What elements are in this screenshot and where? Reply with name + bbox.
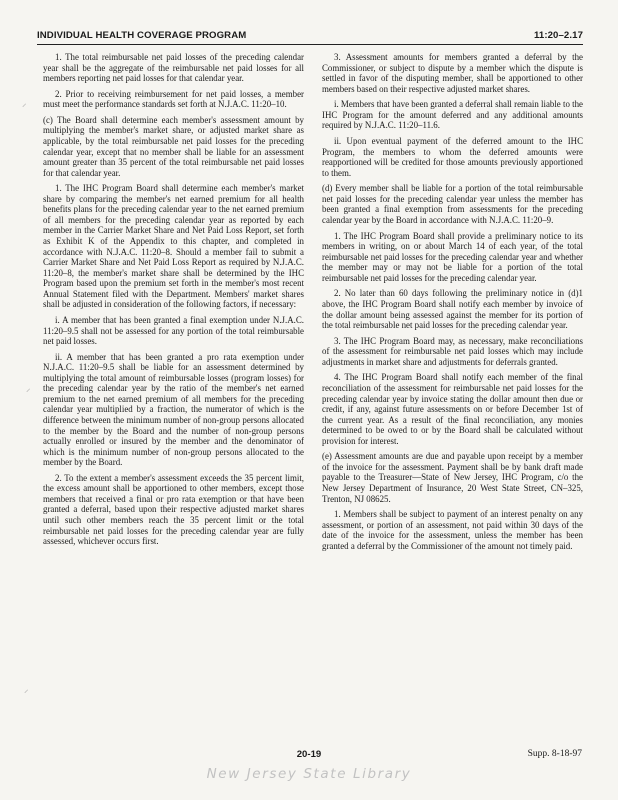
paragraph-c: (c) The Board shall determine each member's assessment amount by multiplying the member's market share, or adjusted market share as applicable, by the total reimbursable net paid losses for the preceding calendar year, except that no member shall be liable for an assessment amount greater than 35 percent of the total reimbursable net paid losses for that calendar year.: [43, 114, 304, 178]
paragraph-c1: 1. The IHC Program Board shall determine each member's market share by comparing the member's net earned premium for all health benefits plans for the preceding calendar year to the net earned premium of all members for the preceding calendar year as reported by each member in the Carrier Market Share and Net Paid Loss Report, set forth as Exhibit K of the Appendix to this chapter, and completed in accordance with N.J.A.C. 11:20–8. Should a member fail to submit a Carrier Market Share and Net Paid Loss Report as required by N.J.A.C. 11:20–8, the member's market share shall be determined by the IHC Program based upon the premium set forth in the member's most recent Annual Statement filed with the Department. Members' market shares shall be adjusted in consideration of the following factors, if necessary:: [43, 183, 304, 310]
header-section-number: 11:20–2.17: [533, 30, 583, 41]
paragraph-c1-ii: ii. A member that has been granted a pro rata exemption under N.J.A.C. 11:20–9.5 shall be liable for an assessment determined by multiplying the total amount of reimbursable losses (program losses) for the preceding calendar year by the ratio of the member's net earned premium to the net earned premium of all members for the preceding calendar year multiplied by a fraction, the numerator of which is the difference between the minimum number of non-group persons allocated to the member by the Board and the number of non-group persons actually enrolled or insured by the member and the denominator of which is the minimum number of non-group persons allocated to the member by the Board.: [43, 351, 304, 468]
header-rule: [37, 44, 583, 45]
running-header: [37, 30, 583, 42]
margin-tick-mark: ⸍: [24, 688, 29, 698]
page-number: 20-19: [296, 749, 322, 760]
paragraph-c3-i: i. Members that have been granted a deferral shall remain liable to the IHC Program for the amount deferred and any additional amounts required by N.J.A.C. 11:20–11.6.: [322, 99, 583, 131]
library-stamp: New Jersey State Library: [206, 766, 412, 782]
paragraph-c1-i: i. A member that has been granted a final exemption under N.J.A.C. 11:20–9.5 shall not be assessed for any portion of the total reimbursable net paid losses.: [43, 314, 304, 347]
paragraph-d: (d) Every member shall be liable for a portion of the total reimbursable net paid losses for the preceding calendar year unless the member has been granted a final exemption from assessments for the preceding calendar year by the Board in accordance with N.J.A.C. 11:20–9.: [322, 183, 583, 225]
paragraph-d2: 2. No later than 60 days following the preliminary notice in (d)1 above, the IHC Program Board shall notify each member by invoice of the dollar amount being assessed against the member for its portion of the total reimbursable net paid losses for the preceding calendar year.: [322, 288, 583, 331]
paragraph-c3: 3. Assessment amounts for members granted a deferral by the Commissioner, or subject to dispute by a member which the dispute is settled in favor of the disputing member, shall be apportioned to other members based on their respective adjusted market shares.: [322, 52, 583, 94]
supplement-date: Supp. 8-18-97: [527, 749, 582, 759]
paragraph-c3-ii: ii. Upon eventual payment of the deferred amount to the IHC Program, the members to whom the deferred amounts were reapportioned will be credited for those amounts previously apportioned to them.: [322, 136, 583, 178]
margin-tick-mark: ⸍: [26, 387, 31, 397]
paragraph-b1: 1. The total reimbursable net paid losses of the preceding calendar year shall be the aggregate of the reimbursable net paid losses for all members reporting net paid losses for that calendar year.: [43, 52, 304, 84]
paragraph-b2: 2. Prior to receiving reimbursement for net paid losses, a member must meet the performance standards set forth at N.J.A.C. 11:20–10.: [43, 88, 304, 110]
margin-tick-mark: ⸍: [22, 102, 27, 112]
right-column: [322, 52, 583, 556]
header-title: INDIVIDUAL HEALTH COVERAGE PROGRAM: [37, 30, 247, 41]
paragraph-e: (e) Assessment amounts are due and payable upon receipt by a member of the invoice for the assessment. Payment shall be by bank draft made payable to the Treasurer—State of New Jersey, IHC Program, c/o the New Jersey Department of Insurance, 20 West State Street, CN–325, Trenton, NJ 08625.: [322, 451, 583, 504]
left-column: [43, 52, 304, 552]
paragraph-e1: 1. Members shall be subject to payment of an interest penalty on any assessment, or portion of an assessment, not paid within 30 days of the date of the invoice for the assessment, unless the member has been granted a deferral by the Commissioner of the amount not timely paid.: [322, 509, 583, 551]
paragraph-c2: 2. To the extent a member's assessment exceeds the 35 percent limit, the excess amount shall be apportioned to other members, except those members that received a final or pro rata exemption or that have been granted a deferral, based upon their respective adjusted market shares until such other members reach the 35 percent limit or the total reimbursable net paid losses for the preceding calendar year are fully assessed, whichever occurs first.: [43, 472, 304, 547]
paragraph-d3: 3. The IHC Program Board may, as necessary, make reconciliations of the assessment for reimbursable net paid losses which may include adjustments in market share and adjustments for deferrals granted.: [322, 335, 583, 367]
paragraph-d1: 1. The IHC Program Board shall provide a preliminary notice to its members in writing, on or about March 14 of each year, of the total reimbursable net paid losses for the preceding calendar year and whether the member may or may not be liable for a portion of the total reimbursable net paid losses for the preceding calendar year.: [322, 230, 583, 283]
paragraph-d4: 4. The IHC Program Board shall notify each member of the final reconciliation of the assessment for reimbursable net paid losses for the preceding calendar year by invoice stating the dollar amount then due or credit, if any, against future assessments on or before December 1st of the current year. As a result of the final reconciliation, any monies determined to be owed to or by the Board shall be calculated without provision for interest.: [322, 372, 583, 446]
